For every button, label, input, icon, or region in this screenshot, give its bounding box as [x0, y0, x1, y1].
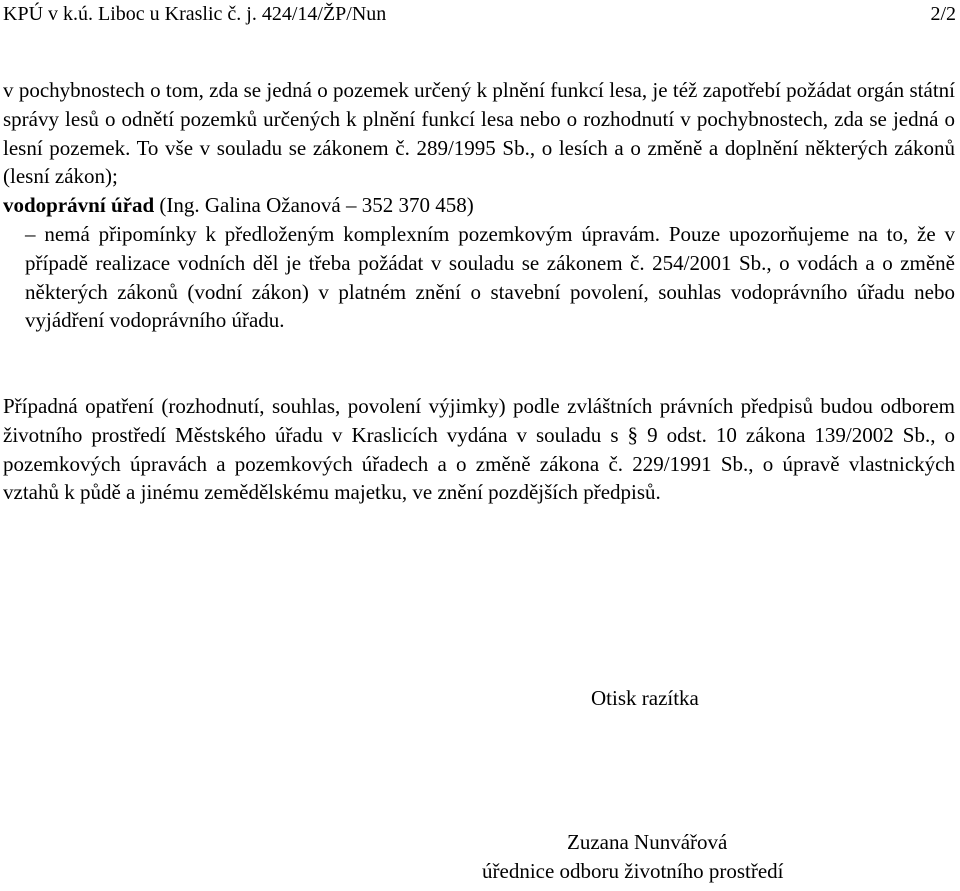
- measures-paragraph: Případná opatření (rozhodnutí, souhlas, povolení výjimky) podle zvláštních právních předpisů budou odborem životního prostředí Městského úřadu v Kraslicích vydána v souladu s § 9 odst. 10 zákona 139/2002 Sb., o pozemkových úpravách a pozemkových úřadech a o změně zákona č. 229/1991 Sb., o úpravě vlastnických vztahů k půdě a jinému zemědělskému majetku, ve znění pozdějších předpisů.: [3, 394, 955, 505]
- signatory-name: Zuzana Nunvářová: [567, 830, 728, 854]
- comments-paragraph: [3, 76, 955, 335]
- stamp-label: Otisk razítka: [591, 686, 699, 710]
- signatory-role: úřednice odboru životního prostředí: [482, 858, 784, 883]
- forestry-comment: v pochybnostech o tom, zda se jedná o pozemek určený k plnění funkcí lesa, je též zapotřebí požádat orgán státní správy lesů o odnětí pozemků určených k plnění funkcí lesa nebo o rozhodnutí v pochybnostech, zda se jedná o lesní pozemek. To vše v souladu se zákonem č. 289/1995 Sb., o lesích a o změně a doplnění některých zákonů (lesní zákon);: [3, 78, 955, 189]
- document-reference: KPÚ v k.ú. Liboc u Kraslic č. j. 424/14/ŽP/Nun: [3, 3, 387, 25]
- page-header: [3, 0, 956, 28]
- signature-block: [482, 828, 838, 885]
- page-number: 2/2: [930, 3, 956, 25]
- water-authority-heading: [3, 191, 955, 220]
- water-authority-contact: (Ing. Galina Ožanová – 352 370 458): [154, 193, 474, 218]
- water-authority-comment: – nemá připomínky k předloženým komplexním pozemkovým úpravám. Pouze upozorňujeme na to, že v případě realizace vodních děl je třeba požádat v souladu se zákonem č. 254/2001 Sb., o vodách a o změně některých zákonů (vodní zákon) v platném znění o stavební povolení, souhlas vodoprávního úřadu nebo vyjádření vodoprávního úřadu.: [25, 221, 955, 333]
- water-authority-label: vodoprávní úřad: [3, 193, 155, 218]
